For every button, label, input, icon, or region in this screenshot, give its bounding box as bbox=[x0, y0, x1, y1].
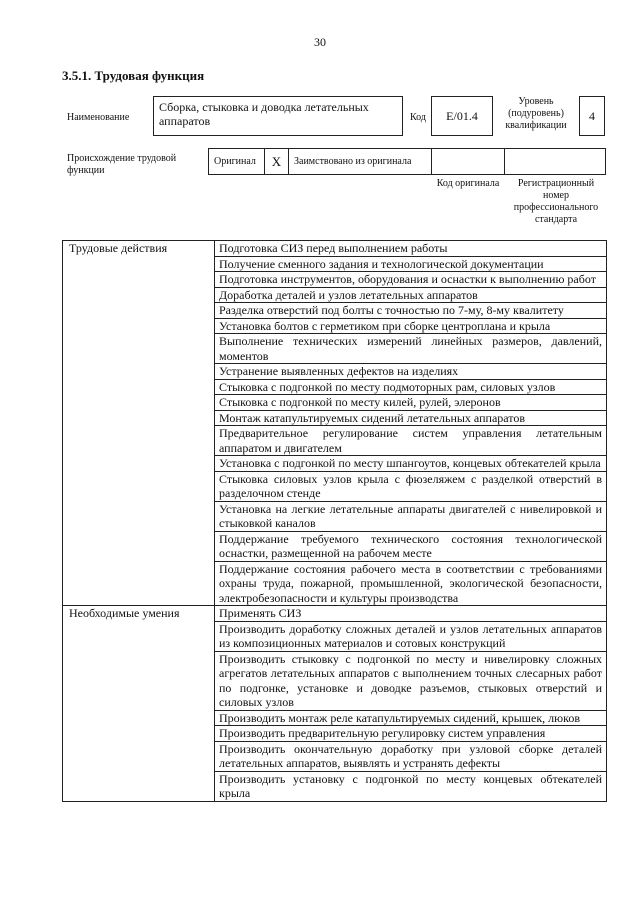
table-row bbox=[63, 241, 607, 257]
qualification-level-value: 4 bbox=[579, 96, 605, 136]
list-item: Производить предварительную регулировку систем управления bbox=[215, 726, 607, 742]
function-table bbox=[62, 240, 607, 802]
reg-number-cell bbox=[505, 149, 605, 174]
reg-number-label: Регистрационный номер профессионального стандарта bbox=[513, 178, 599, 225]
origin-label: Происхождение трудовой функции bbox=[67, 153, 177, 176]
list-item: Производить доработку сложных деталей и узлов летательных аппаратов из композиционных материалов и сотовых конструкций bbox=[215, 621, 607, 651]
list-item: Поддержание требуемого технического состояния технологической оснастки, размещенной на рабочем месте bbox=[215, 531, 607, 561]
code-original-cell bbox=[432, 149, 505, 174]
list-item: Получение сменного задания и технологической документации bbox=[215, 256, 607, 272]
origin-row bbox=[208, 148, 606, 175]
list-item: Установка болтов с герметиком при сборке центроплана и крыла bbox=[215, 318, 607, 334]
qualification-level-label: Уровень (подуровень) квалификации bbox=[505, 96, 567, 131]
section-category: Необходимые умения bbox=[63, 606, 215, 802]
table-row bbox=[63, 606, 607, 622]
section-title: 3.5.1. Трудовая функция bbox=[62, 68, 205, 83]
list-item: Производить окончательную доработку при узловой сборке деталей летательных аппаратов, выявлять и устранять дефекты bbox=[215, 741, 607, 771]
function-name-value: Сборка, стыковка и доводка летательных аппаратов bbox=[153, 96, 403, 136]
original-mark: X bbox=[265, 149, 289, 174]
list-item: Предварительное регулирование систем управления летательным аппаратом и двигателем bbox=[215, 426, 607, 456]
original-label: Оригинал bbox=[209, 149, 265, 174]
list-item: Производить монтаж реле катапультируемых сидений, крышек, люков bbox=[215, 710, 607, 726]
list-item: Разделка отверстий под болты с точностью по 7-му, 8-му квалитету bbox=[215, 303, 607, 319]
list-item: Стыковка силовых узлов крыла с фюзеляжем с разделкой отверстий в разделочном стенде bbox=[215, 471, 607, 501]
list-item: Подготовка СИЗ перед выполнением работы bbox=[215, 241, 607, 257]
list-item: Производить стыковку с подгонкой по месту и нивелировку сложных агрегатов летательных аппаратов с выполнением точных слесарных работ по подгонке, установке и доводке разъемов, стыковых отверстий и силовых узлов bbox=[215, 651, 607, 710]
list-item: Подготовка инструментов, оборудования и оснастки к выполнению работ bbox=[215, 272, 607, 288]
borrowed-label: Заимствовано из оригинала bbox=[289, 149, 432, 174]
list-item: Доработка деталей и узлов летательных аппаратов bbox=[215, 287, 607, 303]
list-item: Монтаж катапультируемых сидений летательных аппаратов bbox=[215, 410, 607, 426]
list-item: Устранение выявленных дефектов на изделиях bbox=[215, 364, 607, 380]
list-item: Установка на легкие летательные аппараты двигателей с нивелировкой и стыковкой каналов bbox=[215, 501, 607, 531]
list-item: Поддержание состояния рабочего места в соответствии с требованиями охраны труда, пожарной, промышленной, экологической безопасности, электробезопасности и культуры производства bbox=[215, 561, 607, 606]
code-label: Код bbox=[410, 112, 426, 123]
list-item: Применять СИЗ bbox=[215, 606, 607, 622]
code-original-label: Код оригинала bbox=[436, 178, 500, 189]
section-category: Трудовые действия bbox=[63, 241, 215, 606]
list-item: Стыковка с подгонкой по месту подмоторных рам, силовых узлов bbox=[215, 379, 607, 395]
page-number: 30 bbox=[314, 35, 326, 49]
list-item: Выполнение технических измерений линейных размеров, давлений, моментов bbox=[215, 334, 607, 364]
list-item: Производить установку с подгонкой по месту концевых обтекателей крыла bbox=[215, 771, 607, 801]
name-label: Наименование bbox=[67, 112, 130, 123]
list-item: Установка с подгонкой по месту шпангоутов, концевых обтекателей крыла bbox=[215, 456, 607, 472]
function-code-value: E/01.4 bbox=[431, 96, 493, 136]
list-item: Стыковка с подгонкой по месту килей, рулей, элеронов bbox=[215, 395, 607, 411]
